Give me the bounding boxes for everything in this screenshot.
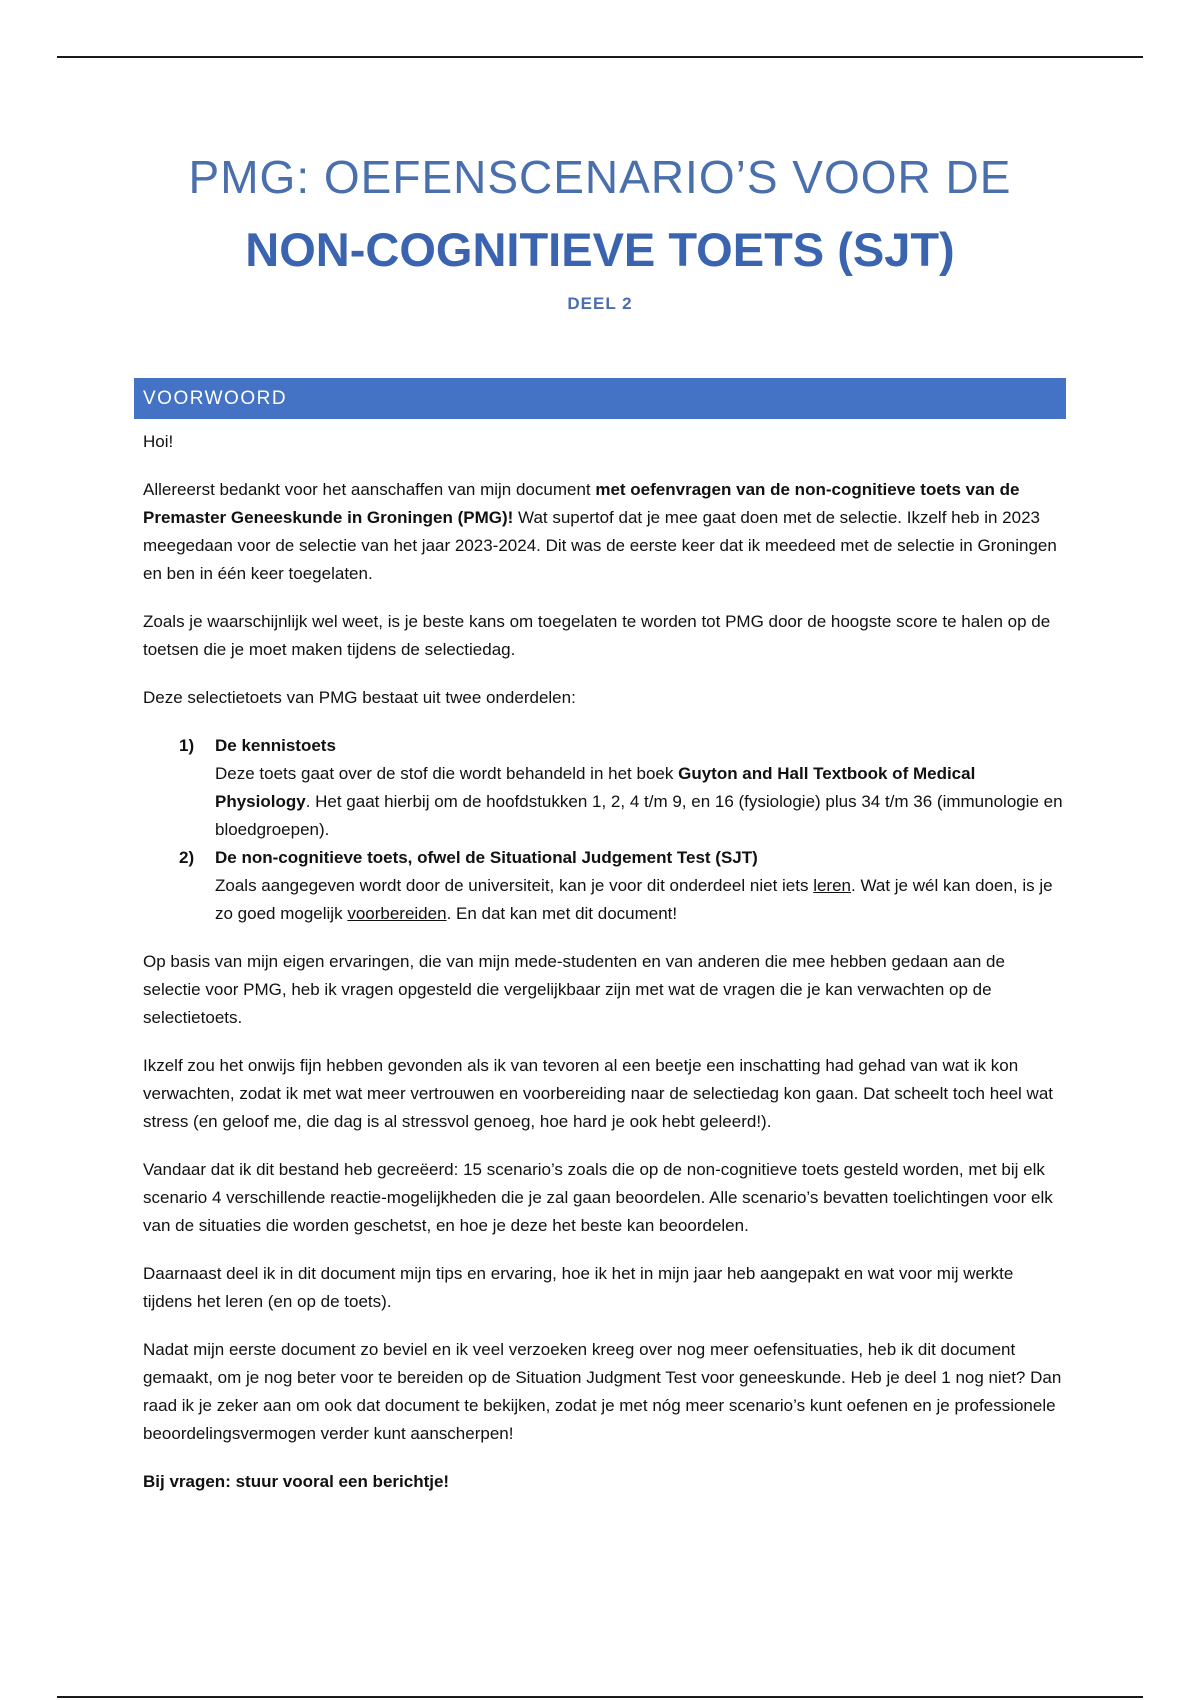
list-number: 2) (179, 848, 195, 867)
paragraph-intro: Allereerst bedankt voor het aanschaffen van mijn document met oefenvragen van de non-cognitieve toets van de Premaster Geneeskunde in Groningen (PMG)! Wat supertof dat je mee gaat doen met de selectie. Ikzelf heb in 2023 meegedaan voor de selectie van het jaar 2023-2024. Dit was de eerste keer dat ik meedeed met de selectie in Groningen en ben in één keer toegelaten. (143, 480, 1057, 583)
paragraph-expectation: Ikzelf zou het onwijs fijn hebben gevonden als ik van tevoren al een beetje een inschatting had gehad van wat ik kon verwachten, zodat ik met wat meer vertrouwen en voorbereiding naar de selectiedag kon gaan. Dat scheelt toch heel wat stress (en geloof me, die dag is al stressvol genoeg, hoe hard je ook hebt geleerd!). (143, 1056, 1054, 1131)
list-item: 2) De non-cognitieve toets, ofwel de Situational Judgement Test (SJT) Zoals aangegeven wordt door de universiteit, kan je voor dit onderdeel niet iets leren. Wat je wél kan doen, is je zo goed mogelijk voorbereiden. En dat kan met dit document! (143, 844, 1063, 928)
title-line-2: NON-COGNITIEVE TOETS (SJT) (245, 223, 955, 276)
paragraph-scenarios: Vandaar dat ik dit bestand heb gecreëerd: 15 scenario’s zoals die op de non-cognitieve toets gesteld worden, met bij elk scenario 4 verschillende reactie-mogelijkheden die je zal gaan beoordelen. Alle scenario’s bevatten toelichtingen voor elk van de situaties die worden geschetst, en hoe je deze het beste kan beoordelen. (143, 1160, 1053, 1235)
list-item-title: De kennistoets (215, 736, 336, 755)
list-item-title: De non-cognitieve toets, ofwel de Situational Judgement Test (SJT) (215, 848, 758, 867)
paragraph-tips: Daarnaast deel ik in dit document mijn tips en ervaring, hoe ik het in mijn jaar heb aangepakt en wat voor mij werkte tijdens het leren (en op de toets). (143, 1264, 1014, 1311)
document-body (143, 428, 1063, 1516)
parts-list (143, 732, 1063, 928)
list-number: 1) (179, 736, 195, 755)
bottom-rule (57, 1696, 1143, 1698)
subtitle: DEEL 2 (567, 294, 633, 313)
top-rule (57, 56, 1143, 58)
paragraph-experience: Op basis van mijn eigen ervaringen, die van mijn mede-studenten en van anderen die mee hebben gedaan aan de selectie voor PMG, heb ik vragen opgesteld die vergelijkbaar zijn met wat de vragen die je kan verwachten op de selectietoets. (143, 952, 1005, 1027)
title-line-1: PMG: OEFENSCENARIO’S VOOR DE (188, 151, 1012, 203)
paragraph-closing: Bij vragen: stuur vooral een berichtje! (143, 1472, 450, 1491)
paragraph-parts: Deze selectietoets van PMG bestaat uit twee onderdelen: (143, 688, 576, 707)
greeting: Hoi! (143, 432, 174, 451)
section-heading: VOORWOORD (134, 378, 1066, 419)
list-item: 1) De kennistoets Deze toets gaat over de stof die wordt behandeld in het boek Guyton and Hall Textbook of Medical Physiology. Het gaat hierbij om de hoofdstukken 1, 2, 4 t/m 9, en 16 (fysiologie) plus 34 t/m 36 (immunologie en bloedgroepen). (143, 732, 1063, 844)
paragraph-chance: Zoals je waarschijnlijk wel weet, is je beste kans om toegelaten te worden tot PMG door de hoogste score te halen op de toetsen die je moet maken tijdens de selectiedag. (143, 612, 1051, 659)
paragraph-part-two: Nadat mijn eerste document zo beviel en ik veel verzoeken kreeg over nog meer oefensituaties, heb ik dit document gemaakt, om je nog beter voor te bereiden op de Situation Judgment Test voor geneeskunde. Heb je deel 1 nog niet? Dan raad ik je zeker aan om ook dat document te bekijken, zodat je met nóg meer scenario’s kunt oefenen en je professionele beoordelingsvermogen verder kunt aanscherpen! (143, 1340, 1062, 1443)
